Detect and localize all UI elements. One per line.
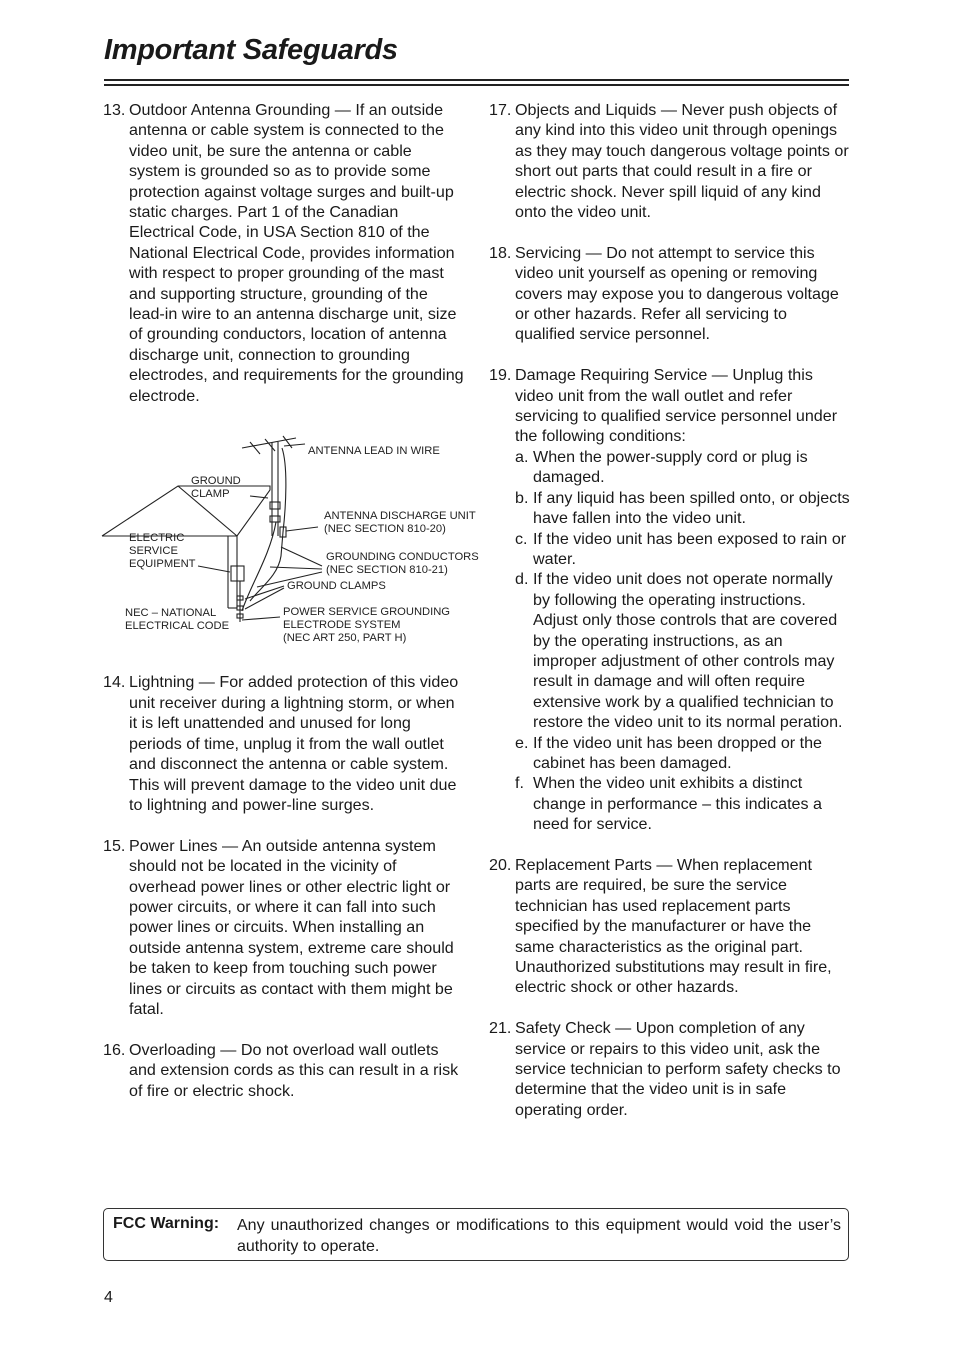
title-rule-top xyxy=(104,79,849,81)
page-number: 4 xyxy=(104,1289,113,1306)
item-number: 16. xyxy=(103,1040,126,1059)
left-column xyxy=(103,100,479,1121)
item-number: 13. xyxy=(103,101,126,119)
label-nec-line2: ELECTRICAL CODE xyxy=(125,620,230,633)
label-ground-clamp-line2: CLAMP xyxy=(191,488,230,501)
label-antenna-lead: ANTENNA LEAD IN WIRE xyxy=(308,445,440,458)
fcc-warning-box xyxy=(103,1208,849,1261)
label-electric-service-line2: SERVICE xyxy=(129,545,178,558)
condition-letter: e. xyxy=(515,733,529,752)
item-text: Damage Requiring Service — Unplug this video unit from the wall outlet and refer servicing to qualified service personnel under the following conditions: xyxy=(515,366,838,446)
condition-b xyxy=(515,488,850,529)
item-number: 18. xyxy=(489,243,512,262)
right-column xyxy=(490,100,850,1141)
condition-a xyxy=(515,447,850,488)
item-number: 20. xyxy=(489,855,512,874)
item-text: Replacement Parts — When replacement parts are required, be sure the service technician has used replacement parts specified by the manufacturer or have the same characteristics as the original part. Unauthorized substitutions may result in fire, electric shock or other hazards. xyxy=(515,855,832,997)
condition-letter: c. xyxy=(515,529,528,548)
condition-letter: d. xyxy=(515,570,529,589)
condition-text: If any liquid has been spilled onto, or objects have fallen into the video unit. xyxy=(533,488,850,528)
condition-text: If the video unit does not operate normally by following the operating instructions. Adjust only those controls that are covered by the operating instructions, as an improper adjustment of other controls may result in damage and will often require extensive work by a qualified technician to restore the video unit to its normal peration. xyxy=(533,570,843,732)
item-text: Power Lines — An outside antenna system should not be located in the vicinity of overhead power lines or other electric light or power circuits, or where it can fall into such power lines or circuits. When installing an outside antenna system, extreme care should be taken to keep from touching such power lines or circuits as contact with them might be fatal. xyxy=(129,836,454,1018)
item-number: 17. xyxy=(489,101,512,119)
condition-letter: f. xyxy=(515,774,524,793)
condition-text: If the video unit has been dropped or the cabinet has been damaged. xyxy=(533,733,823,772)
condition-letter: a. xyxy=(515,447,529,466)
safeguard-item-21 xyxy=(490,1018,850,1120)
item-text: Objects and Liquids — Never push objects of any kind into this video unit through openings as they may touch dangerous voltage points or short out parts that could result in a fire or electric shock. Never spill liquid of any kind onto the video unit. xyxy=(515,101,849,222)
fcc-warning-label: FCC Warning: xyxy=(113,1215,220,1232)
condition-text: If the video unit has been exposed to rain or water. xyxy=(533,529,847,568)
condition-text: When the video unit exhibits a distinct change in performance – this indicates a need for service. xyxy=(533,774,822,834)
item-text: Lightning — For added protection of this video unit receiver during a lightning storm, or when it is left unattended and unused for long periods of time, unplug it from the wall outlet and disconnect the antenna or cable system. This will prevent damage to the video unit due to lightning and power-line surges. xyxy=(129,673,459,814)
safeguard-item-16 xyxy=(104,1040,464,1101)
item-text: Overloading — Do not overload wall outlets and extension cords as this can result in a risk of fire or electric shock. xyxy=(129,1040,459,1100)
label-power-service-line1: POWER SERVICE GROUNDING xyxy=(283,606,451,619)
condition-c xyxy=(515,529,850,570)
item-number: 19. xyxy=(489,366,512,385)
safeguard-item-18 xyxy=(490,243,850,345)
safeguard-item-20 xyxy=(490,855,850,998)
label-discharge-unit-line2: (NEC SECTION 810-20) xyxy=(324,523,446,536)
condition-letter: b. xyxy=(515,488,529,507)
condition-e xyxy=(515,733,850,774)
label-nec-line1: NEC – NATIONAL xyxy=(125,607,217,620)
safeguard-item-14 xyxy=(104,672,464,815)
label-grounding-conductors-line1: GROUNDING CONDUCTORS xyxy=(326,551,479,564)
item-text: Outdoor Antenna Grounding — If an outside antenna or cable system is connected to the video unit, be sure the antenna or cable system is grounded so as to provide some protection against voltage surges and built-up static charges. Part 1 of the Canadian Electrical Code, in USA Section 810 of the National Electrical Code, provides information with respect to proper grounding of the mast and supporting structure, grounding of the lead-in wire to an antenna discharge unit, size of grounding conductors, location of antenna discharge unit, connection to grounding electrodes, and requirements for the grounding electrode. xyxy=(129,101,464,405)
label-power-service-line2: ELECTRODE SYSTEM xyxy=(283,619,401,632)
item-number: 15. xyxy=(103,836,126,855)
title-rule-bottom xyxy=(104,84,849,86)
label-electric-service-line3: EQUIPMENT xyxy=(129,558,196,571)
label-discharge-unit-line1: ANTENNA DISCHARGE UNIT xyxy=(324,510,476,523)
condition-f xyxy=(515,773,850,834)
safeguard-item-19 xyxy=(490,365,850,834)
item-text: Safety Check — Upon completion of any service or repairs to this video unit, ask the service technician to perform safety checks to determine that the video unit is in safe operating order. xyxy=(515,1019,841,1119)
condition-text: When the power-supply cord or plug is damaged. xyxy=(533,447,808,487)
item-number: 21. xyxy=(489,1019,512,1038)
safeguard-item-15 xyxy=(104,836,464,1020)
label-ground-clamp-line1: GROUND xyxy=(191,475,241,488)
safeguard-item-13 xyxy=(104,100,464,406)
fcc-warning-text: Any unauthorized changes or modifications to this equipment would void the user’s authority to operate. xyxy=(237,1217,841,1255)
item-text: Servicing — Do not attempt to service this video unit yourself as opening or removing covers may expose you to dangerous voltage or other hazards. Refer all servicing to qualified service personnel. xyxy=(515,243,839,344)
page-title: Important Safeguards xyxy=(104,34,398,66)
label-power-service-line3: (NEC ART 250, PART H) xyxy=(283,632,407,645)
item-number: 14. xyxy=(103,673,126,692)
condition-d xyxy=(515,569,850,732)
label-grounding-conductors-line2: (NEC SECTION 810-21) xyxy=(326,564,448,577)
label-electric-service-line1: ELECTRIC xyxy=(129,532,185,545)
antenna-grounding-diagram xyxy=(100,426,480,666)
safeguard-item-17 xyxy=(490,100,850,222)
label-ground-clamps: GROUND CLAMPS xyxy=(287,580,386,593)
